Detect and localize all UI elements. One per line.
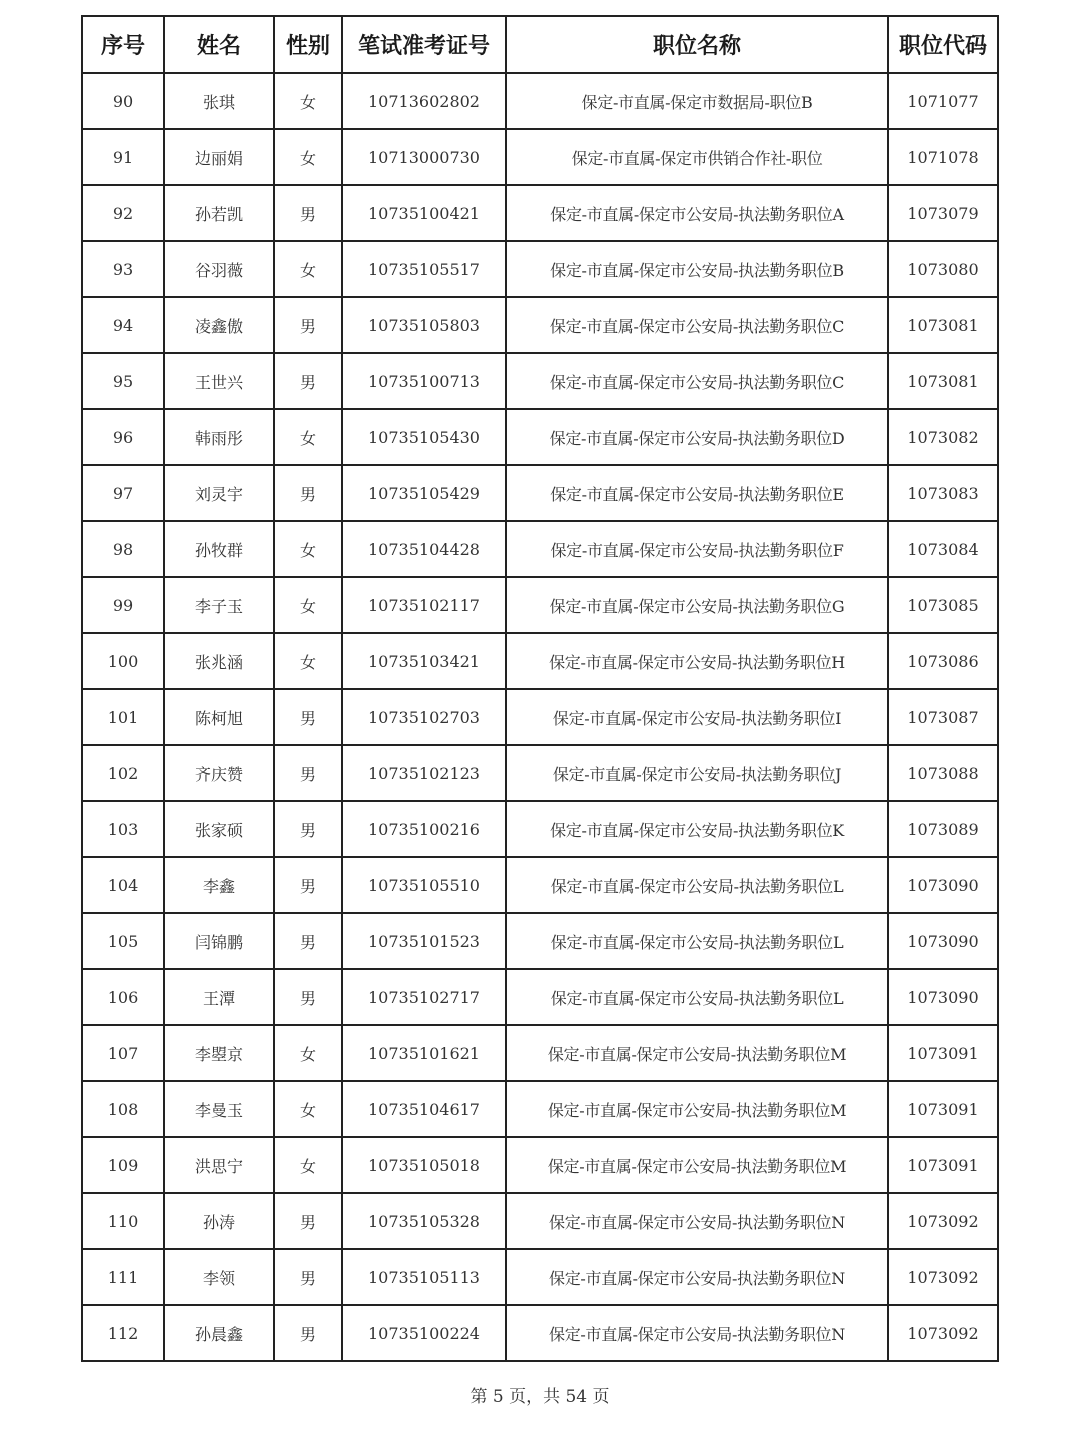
table-row [82,1305,998,1361]
cell-name: 刘灵宇 [164,465,274,521]
cell-name: 孙晨鑫 [164,1305,274,1361]
table-row [82,1193,998,1249]
cell-gender: 女 [274,241,342,297]
cell-gender: 男 [274,913,342,969]
cell-ticket: 10735105113 [342,1249,506,1305]
cell-position: 保定-市直属-保定市公安局-执法勤务职位M [506,1025,888,1081]
cell-code: 1073087 [888,689,998,745]
cell-code: 1073091 [888,1025,998,1081]
cell-gender: 女 [274,1137,342,1193]
cell-name: 凌鑫傲 [164,297,274,353]
table-row [82,521,998,577]
cell-ticket: 10735105803 [342,297,506,353]
table-row [82,745,998,801]
table-row [82,1025,998,1081]
cell-position: 保定-市直属-保定市公安局-执法勤务职位N [506,1305,888,1361]
cell-position: 保定-市直属-保定市公安局-执法勤务职位E [506,465,888,521]
cell-seq: 93 [82,241,164,297]
table-header-row [82,16,998,73]
cell-position: 保定-市直属-保定市公安局-执法勤务职位N [506,1249,888,1305]
cell-seq: 112 [82,1305,164,1361]
cell-position: 保定-市直属-保定市公安局-执法勤务职位M [506,1137,888,1193]
cell-ticket: 10713602802 [342,73,506,129]
table-row [82,129,998,185]
cell-ticket: 10735105510 [342,857,506,913]
cell-gender: 女 [274,129,342,185]
table-row [82,633,998,689]
cell-code: 1073092 [888,1193,998,1249]
cell-ticket: 10735101523 [342,913,506,969]
header-code: 职位代码 [888,16,998,73]
cell-position: 保定-市直属-保定市公安局-执法勤务职位K [506,801,888,857]
cell-gender: 男 [274,465,342,521]
page-number: 第 5 页，共 54 页 [470,1387,610,1407]
cell-code: 1073091 [888,1081,998,1137]
header-gender: 性别 [274,16,342,73]
cell-gender: 女 [274,1081,342,1137]
cell-name: 洪思宁 [164,1137,274,1193]
cell-name: 李领 [164,1249,274,1305]
cell-code: 1073090 [888,857,998,913]
cell-seq: 102 [82,745,164,801]
cell-ticket: 10735104617 [342,1081,506,1137]
cell-gender: 男 [274,969,342,1025]
cell-gender: 男 [274,353,342,409]
cell-position: 保定-市直属-保定市公安局-执法勤务职位A [506,185,888,241]
cell-code: 1073081 [888,353,998,409]
cell-ticket: 10735105517 [342,241,506,297]
cell-code: 1073091 [888,1137,998,1193]
cell-name: 边丽娟 [164,129,274,185]
table-row [82,297,998,353]
cell-seq: 103 [82,801,164,857]
cell-gender: 男 [274,801,342,857]
cell-gender: 女 [274,1025,342,1081]
cell-gender: 女 [274,409,342,465]
cell-ticket: 10735100224 [342,1305,506,1361]
cell-gender: 女 [274,633,342,689]
cell-position: 保定-市直属-保定市公安局-执法勤务职位I [506,689,888,745]
cell-name: 李鑫 [164,857,274,913]
cell-ticket: 10735102117 [342,577,506,633]
cell-seq: 107 [82,1025,164,1081]
cell-seq: 100 [82,633,164,689]
cell-ticket: 10735102703 [342,689,506,745]
cell-name: 张琪 [164,73,274,129]
table-row [82,689,998,745]
cell-seq: 99 [82,577,164,633]
cell-gender: 男 [274,1305,342,1361]
table-row [82,913,998,969]
cell-position: 保定-市直属-保定市公安局-执法勤务职位N [506,1193,888,1249]
cell-ticket: 10735101621 [342,1025,506,1081]
cell-seq: 90 [82,73,164,129]
cell-name: 闫锦鹏 [164,913,274,969]
cell-ticket: 10735103421 [342,633,506,689]
cell-code: 1073084 [888,521,998,577]
cell-code: 1073089 [888,801,998,857]
cell-gender: 女 [274,73,342,129]
cell-gender: 男 [274,297,342,353]
table-row [82,185,998,241]
cell-gender: 男 [274,745,342,801]
cell-seq: 111 [82,1249,164,1305]
cell-name: 王世兴 [164,353,274,409]
cell-name: 王潭 [164,969,274,1025]
cell-name: 李子玉 [164,577,274,633]
cell-position: 保定-市直属-保定市公安局-执法勤务职位J [506,745,888,801]
cell-code: 1073082 [888,409,998,465]
cell-code: 1073086 [888,633,998,689]
cell-position: 保定-市直属-保定市公安局-执法勤务职位L [506,913,888,969]
table-row [82,801,998,857]
header-name: 姓名 [164,16,274,73]
cell-seq: 91 [82,129,164,185]
cell-code: 1073088 [888,745,998,801]
cell-position: 保定-市直属-保定市公安局-执法勤务职位L [506,857,888,913]
cell-position: 保定-市直属-保定市公安局-执法勤务职位C [506,353,888,409]
cell-name: 李曌京 [164,1025,274,1081]
cell-name: 李曼玉 [164,1081,274,1137]
document-page [81,15,997,1362]
cell-ticket: 10735105328 [342,1193,506,1249]
cell-code: 1073092 [888,1305,998,1361]
table-row [82,969,998,1025]
table-row [82,409,998,465]
table-row [82,1081,998,1137]
cell-name: 孙若凯 [164,185,274,241]
cell-ticket: 10735102717 [342,969,506,1025]
cell-seq: 109 [82,1137,164,1193]
table-row [82,577,998,633]
cell-ticket: 10735100216 [342,801,506,857]
cell-seq: 95 [82,353,164,409]
cell-code: 1073092 [888,1249,998,1305]
header-position: 职位名称 [506,16,888,73]
table-row [82,857,998,913]
table-row [82,73,998,129]
table-body [82,73,998,1361]
cell-gender: 男 [274,185,342,241]
cell-ticket: 10735105429 [342,465,506,521]
cell-name: 陈柯旭 [164,689,274,745]
cell-seq: 105 [82,913,164,969]
cell-position: 保定-市直属-保定市公安局-执法勤务职位D [506,409,888,465]
cell-gender: 女 [274,521,342,577]
cell-name: 孙牧群 [164,521,274,577]
cell-name: 齐庆赞 [164,745,274,801]
table-row [82,465,998,521]
cell-position: 保定-市直属-保定市公安局-执法勤务职位M [506,1081,888,1137]
cell-position: 保定-市直属-保定市公安局-执法勤务职位C [506,297,888,353]
cell-name: 张家硕 [164,801,274,857]
cell-code: 1073079 [888,185,998,241]
cell-gender: 男 [274,1193,342,1249]
cell-ticket: 10713000730 [342,129,506,185]
cell-code: 1073090 [888,913,998,969]
cell-name: 孙涛 [164,1193,274,1249]
cell-ticket: 10735100421 [342,185,506,241]
cell-gender: 男 [274,689,342,745]
cell-code: 1071078 [888,129,998,185]
cell-seq: 94 [82,297,164,353]
cell-name: 谷羽薇 [164,241,274,297]
cell-ticket: 10735104428 [342,521,506,577]
cell-seq: 97 [82,465,164,521]
cell-position: 保定-市直属-保定市公安局-执法勤务职位B [506,241,888,297]
cell-position: 保定-市直属-保定市公安局-执法勤务职位G [506,577,888,633]
cell-position: 保定-市直属-保定市公安局-执法勤务职位L [506,969,888,1025]
table-row [82,353,998,409]
cell-code: 1073080 [888,241,998,297]
cell-position: 保定-市直属-保定市公安局-执法勤务职位H [506,633,888,689]
cell-ticket: 10735102123 [342,745,506,801]
cell-seq: 106 [82,969,164,1025]
cell-seq: 104 [82,857,164,913]
table-row [82,1137,998,1193]
cell-name: 张兆涵 [164,633,274,689]
cell-position: 保定-市直属-保定市公安局-执法勤务职位F [506,521,888,577]
header-ticket: 笔试准考证号 [342,16,506,73]
cell-code: 1073090 [888,969,998,1025]
cell-seq: 101 [82,689,164,745]
cell-gender: 男 [274,857,342,913]
cell-gender: 男 [274,1249,342,1305]
cell-name: 韩雨彤 [164,409,274,465]
cell-seq: 110 [82,1193,164,1249]
candidate-table [81,15,999,1362]
cell-ticket: 10735100713 [342,353,506,409]
cell-seq: 96 [82,409,164,465]
cell-code: 1073081 [888,297,998,353]
cell-code: 1071077 [888,73,998,129]
table-row [82,1249,998,1305]
cell-code: 1073083 [888,465,998,521]
cell-seq: 108 [82,1081,164,1137]
cell-gender: 女 [274,577,342,633]
header-seq: 序号 [82,16,164,73]
table-row [82,241,998,297]
cell-ticket: 10735105430 [342,409,506,465]
cell-position: 保定-市直属-保定市供销合作社-职位 [506,129,888,185]
cell-ticket: 10735105018 [342,1137,506,1193]
cell-code: 1073085 [888,577,998,633]
cell-seq: 92 [82,185,164,241]
cell-position: 保定-市直属-保定市数据局-职位B [506,73,888,129]
cell-seq: 98 [82,521,164,577]
